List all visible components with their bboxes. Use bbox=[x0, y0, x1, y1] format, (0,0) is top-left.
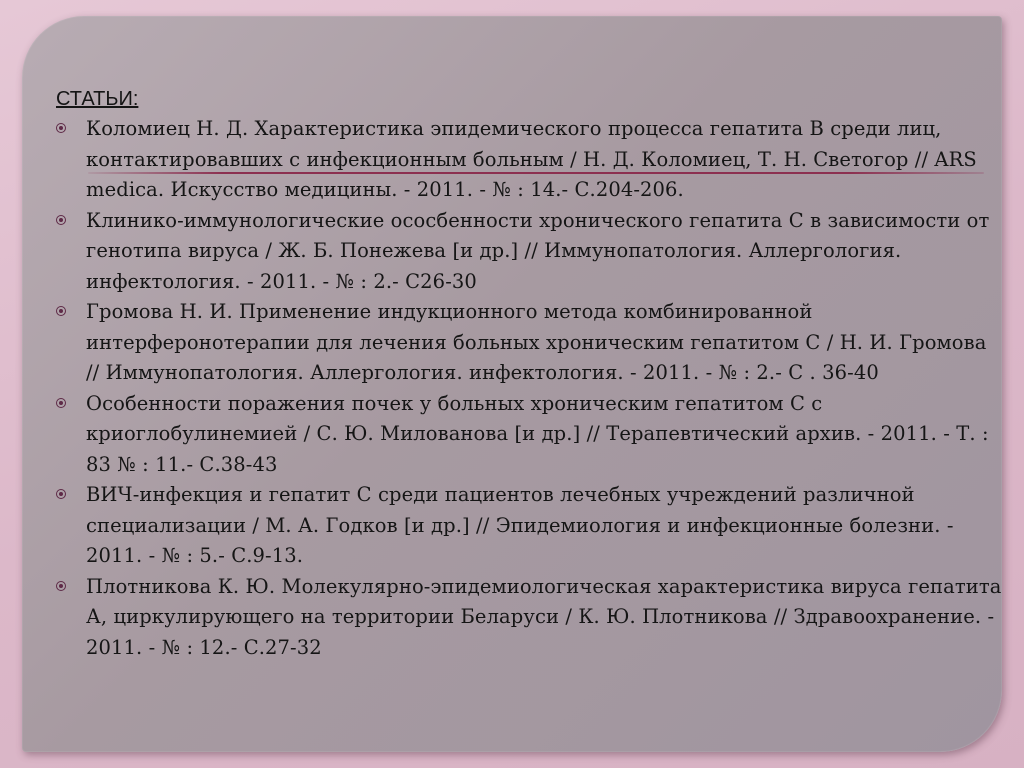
circle-bullet-icon bbox=[56, 215, 66, 225]
slide-content bbox=[56, 86, 1006, 663]
circle-bullet-icon bbox=[56, 123, 66, 133]
list-item bbox=[56, 297, 1006, 389]
reference-list bbox=[56, 114, 1006, 663]
circle-bullet-icon bbox=[56, 581, 66, 591]
slide-panel bbox=[22, 16, 1002, 752]
circle-bullet-icon bbox=[56, 398, 66, 408]
list-item bbox=[56, 389, 1006, 481]
list-item bbox=[56, 206, 1006, 298]
list-item bbox=[56, 572, 1006, 664]
circle-bullet-icon bbox=[56, 306, 66, 316]
reference-text: Плотникова К. Ю. Молекулярно-эпидемиологическая характеристика вируса гепатита А, циркулирующего на территории Беларуси / К. Ю. Плотникова // Здравоохранение. - 2011. - № : 12.- С.27-32 bbox=[86, 574, 1002, 659]
reference-text: Коломиец Н. Д. Характеристика эпидемического процесса гепатита В среди лиц, контактировавших с инфекционным больным / Н. Д. Коломиец, Т. Н. Светогор // ARS medica. Искусство медицины. - 2011. - № : 14.- С.204-206. bbox=[86, 117, 977, 201]
list-item bbox=[56, 114, 1006, 206]
reference-text: Особенности поражения почек у больных хроническим гепатитом С с криоглобулинемией / С. Ю. Милованова [и др.] // Терапевтический архив. - 2011. - Т. : 83 № : 11.- С.38-43 bbox=[86, 391, 989, 476]
circle-bullet-icon bbox=[56, 489, 66, 499]
reference-text: Клинико-иммунологические ососбенности хронического гепатита С в зависимости от генотипа вируса / Ж. Б. Понежева [и др.] // Иммунопатология. Аллергология. инфектология. - 2011. - № : 2.- С26-30 bbox=[86, 208, 990, 293]
reference-text: ВИЧ-инфекция и гепатит С среди пациентов лечебных учреждений различной специализации / М. А. Годков [и др.] // Эпидемиология и инфекционные болезни. - 2011. - № : 5.- С.9-13. bbox=[86, 483, 954, 567]
section-title: СТАТЬИ: bbox=[56, 88, 139, 110]
list-item bbox=[56, 480, 1006, 572]
reference-text: Громова Н. И. Применение индукционного метода комбинированной интерферонотерапии для лечения больных хроническим гепатитом С / Н. И. Громова // Иммунопатология. Аллергология. инфектология. - 2011. - № : 2.- С . 36-40 bbox=[86, 300, 987, 384]
